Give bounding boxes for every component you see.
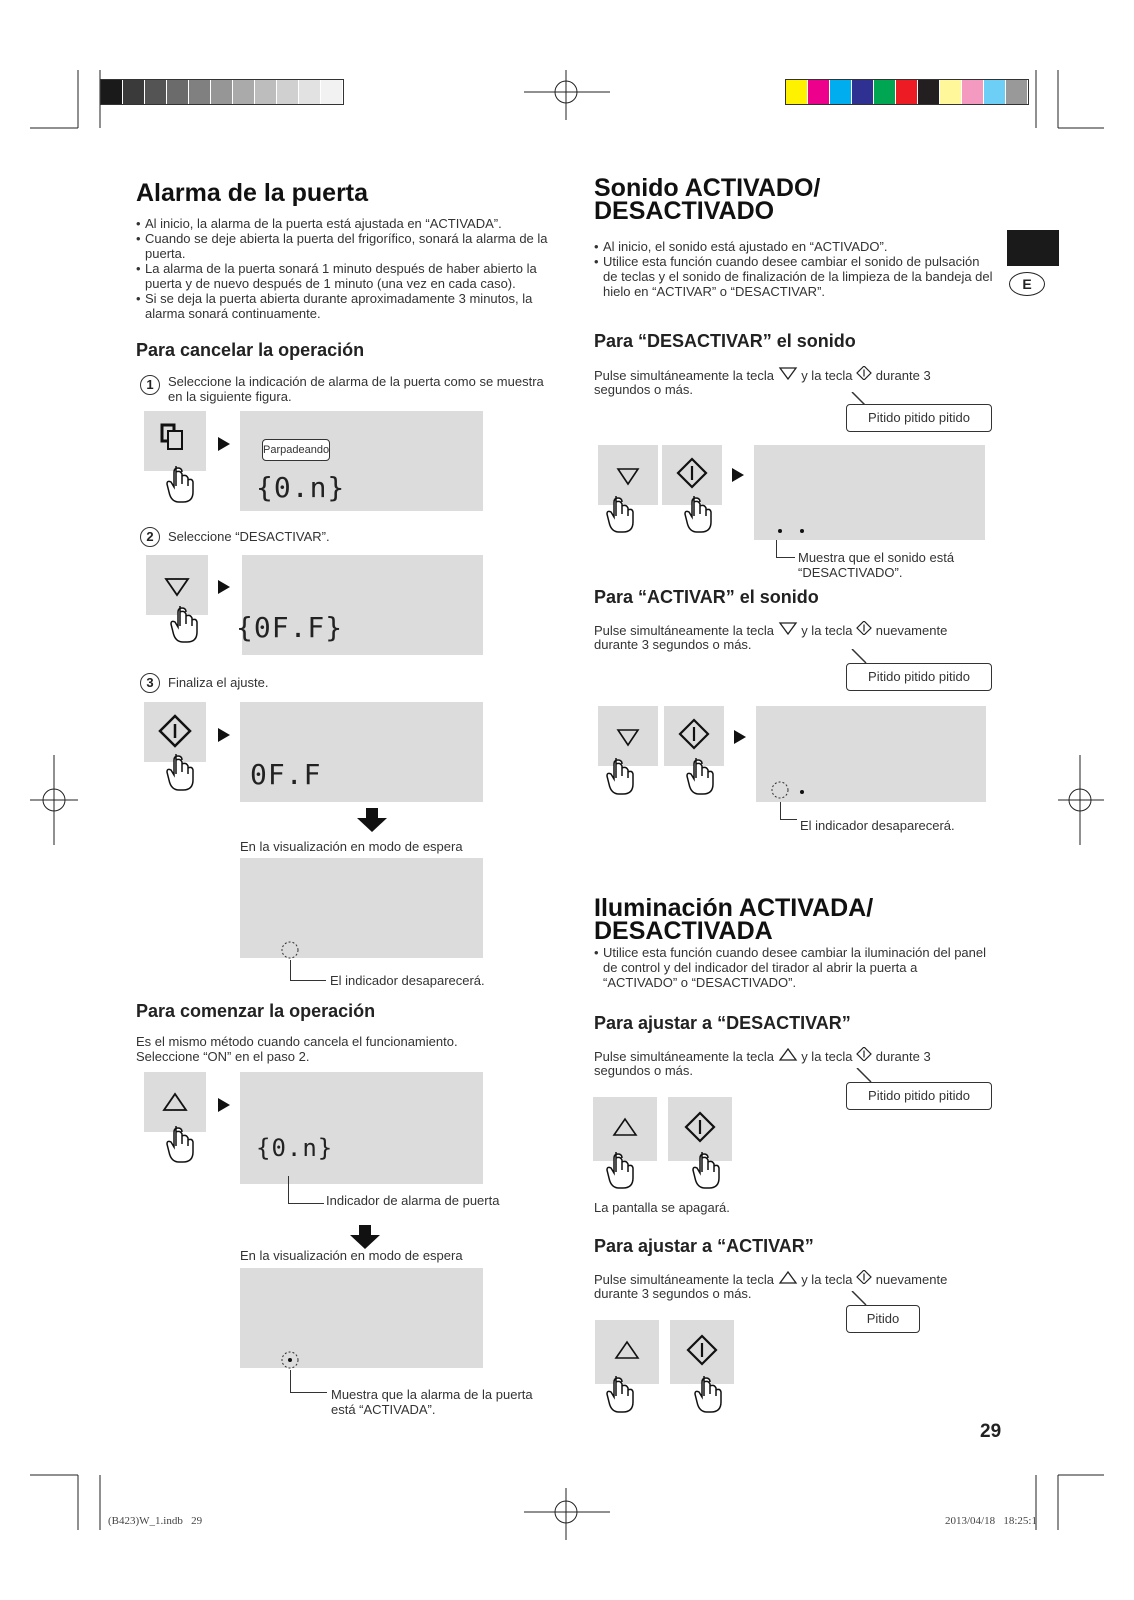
indicator-icon bbox=[280, 1350, 300, 1370]
standby-display bbox=[240, 858, 483, 958]
active-note-2: está “ACTIVADA”. bbox=[331, 1402, 436, 1417]
step-number: 1 bbox=[140, 375, 160, 395]
arrow-down-icon bbox=[350, 1225, 380, 1249]
bullet: • Si se deja la puerta abierta durante aproximadamente 3 minutos, la alarma sonará continuamente. bbox=[136, 291, 556, 321]
instr-text: Pulse simultáneamente la tecla bbox=[594, 623, 774, 638]
display-panel bbox=[754, 445, 985, 540]
leader-line bbox=[288, 1176, 324, 1204]
start-text-1: Es el mismo método cuando cancela el funcionamiento. bbox=[136, 1034, 458, 1049]
page-number: 29 bbox=[980, 1421, 1002, 1442]
step-number: 2 bbox=[140, 527, 160, 547]
color-swatch bbox=[277, 80, 299, 104]
sound-title-2: DESACTIVADO bbox=[594, 197, 775, 225]
display-panel bbox=[240, 1072, 483, 1184]
diamond-key-icon bbox=[856, 621, 872, 635]
bullet: • Al inicio, la alarma de la puerta está ajustada en “ACTIVADA”. bbox=[136, 216, 556, 231]
light-bullets bbox=[594, 945, 994, 990]
language-badge: E bbox=[1009, 272, 1045, 296]
step2-text: Seleccione “DESACTIVAR”. bbox=[168, 529, 330, 544]
beep-callout: Pitido bbox=[846, 1305, 920, 1333]
triangle-up-icon bbox=[778, 1047, 798, 1061]
indicator-dots bbox=[776, 527, 816, 535]
color-swatch bbox=[874, 80, 896, 104]
color-swatch bbox=[918, 80, 940, 104]
color-swatch bbox=[299, 80, 321, 104]
color-swatch bbox=[830, 80, 852, 104]
hand-icon bbox=[166, 464, 196, 504]
copy-icon bbox=[144, 411, 206, 471]
color-swatch bbox=[321, 80, 343, 104]
sound-off-note-2: “DESACTIVADO”. bbox=[798, 565, 903, 580]
hand-icon bbox=[170, 604, 200, 644]
instr-text: y la tecla bbox=[801, 1272, 853, 1287]
color-swatch bbox=[189, 80, 211, 104]
display-panel bbox=[756, 706, 986, 802]
triangle-down-icon bbox=[778, 621, 798, 635]
disappear-note: El indicador desaparecerá. bbox=[330, 973, 485, 988]
select-key[interactable] bbox=[144, 411, 206, 471]
light-title-2: DESACTIVADA bbox=[594, 917, 773, 945]
up-key[interactable] bbox=[144, 1072, 206, 1132]
bullet: • Utilice esta función cuando desee cambiar el sonido de pulsación de teclas y el sonido de finalización de la limpieza de la bandeja del hielo en “ACTIVAR” o “DESACTIVAR”. bbox=[594, 254, 994, 299]
color-swatch bbox=[145, 80, 167, 104]
active-note-1: Muestra que la alarma de la puerta bbox=[331, 1387, 533, 1402]
standby-label: En la visualización en modo de espera bbox=[240, 839, 463, 854]
color-swatch bbox=[940, 80, 962, 104]
hand-icon bbox=[606, 494, 636, 534]
instr-text: y la tecla bbox=[801, 368, 853, 383]
color-bar-left bbox=[100, 79, 344, 105]
color-bar-right bbox=[785, 79, 1029, 105]
light-off-instruction bbox=[594, 1047, 931, 1064]
arrow-right-icon bbox=[218, 728, 230, 742]
color-swatch bbox=[123, 80, 145, 104]
arrow-right-icon bbox=[734, 730, 746, 744]
instr-text: y la tecla bbox=[801, 623, 853, 638]
instr-text: nuevamente bbox=[875, 1272, 948, 1287]
light-on-instruction bbox=[594, 1270, 947, 1287]
color-swatch bbox=[786, 80, 808, 104]
arrow-right-icon bbox=[218, 1098, 230, 1112]
segment-display: {0.n} bbox=[256, 1134, 334, 1162]
hand-icon bbox=[692, 1150, 722, 1190]
color-swatch bbox=[808, 80, 830, 104]
cancel-heading: Para cancelar la operación bbox=[136, 340, 365, 360]
hand-icon bbox=[694, 1374, 724, 1414]
hand-icon bbox=[684, 494, 714, 534]
light-on-heading: Para ajustar a “ACTIVAR” bbox=[594, 1236, 814, 1256]
leader-line bbox=[780, 802, 797, 820]
door-alarm-bullets bbox=[136, 216, 556, 321]
bullet: • Al inicio, el sonido está ajustado en “ACTIVADO”. bbox=[594, 239, 994, 254]
segment-display: {0.n} bbox=[256, 471, 346, 504]
instr-text: Pulse simultáneamente la tecla bbox=[594, 1049, 774, 1064]
triangle-up-icon bbox=[778, 1270, 798, 1284]
disappear-note: El indicador desaparecerá. bbox=[800, 818, 955, 833]
door-alarm-title: Alarma de la puerta bbox=[136, 179, 369, 207]
blinking-callout: Parpadeando bbox=[262, 439, 330, 461]
instr-text: Pulse simultáneamente la tecla bbox=[594, 368, 774, 383]
instr-text: segundos o más. bbox=[594, 1063, 694, 1078]
instr-text: durante 3 segundos o más. bbox=[594, 637, 752, 652]
color-swatch bbox=[255, 80, 277, 104]
instr-text: y la tecla bbox=[801, 1049, 853, 1064]
bullet: • La alarma de la puerta sonará 1 minuto después de haber abierto la puerta y de nuevo después de 1 minuto (una vez en cada caso). bbox=[136, 261, 556, 291]
sound-off-note-1: Muestra que el sonido está bbox=[798, 550, 955, 565]
instr-text: Pulse simultáneamente la tecla bbox=[594, 1272, 774, 1287]
display-panel bbox=[240, 702, 483, 802]
color-swatch bbox=[1006, 80, 1028, 104]
language-tab bbox=[1007, 230, 1059, 266]
sound-title-1: Sonido ACTIVADO/ bbox=[594, 174, 821, 202]
triangle-up-icon bbox=[144, 1072, 206, 1132]
arrow-right-icon bbox=[218, 580, 230, 594]
diamond-key-icon bbox=[856, 1270, 872, 1284]
beep-callout: Pitido pitido pitido bbox=[846, 1082, 992, 1110]
leader-line bbox=[290, 1370, 327, 1393]
sound-on-heading: Para “ACTIVAR” el sonido bbox=[594, 587, 819, 607]
color-swatch bbox=[896, 80, 918, 104]
instr-text: durante 3 bbox=[875, 1049, 931, 1064]
color-swatch bbox=[101, 80, 123, 104]
beep-callout: Pitido pitido pitido bbox=[846, 663, 992, 691]
instr-text: segundos o más. bbox=[594, 382, 694, 397]
sound-off-heading: Para “DESACTIVAR” el sonido bbox=[594, 331, 856, 351]
color-swatch bbox=[167, 80, 189, 104]
display-panel bbox=[236, 555, 483, 655]
sound-on-instruction bbox=[594, 621, 947, 638]
arrow-right-icon bbox=[218, 437, 230, 451]
hand-icon bbox=[166, 752, 196, 792]
standby-label: En la visualización en modo de espera bbox=[240, 1248, 463, 1263]
hand-icon bbox=[606, 1374, 636, 1414]
footer-right: 2013/04/18 18:25:1 bbox=[945, 1515, 1037, 1527]
diamond-key-icon bbox=[856, 1047, 872, 1061]
light-off-heading: Para ajustar a “DESACTIVAR” bbox=[594, 1013, 851, 1033]
leader-line bbox=[290, 960, 326, 981]
hand-icon bbox=[606, 756, 636, 796]
color-swatch bbox=[984, 80, 1006, 104]
instr-text: durante 3 segundos o más. bbox=[594, 1286, 752, 1301]
indicator-icon bbox=[280, 940, 300, 960]
diamond-key-icon bbox=[856, 366, 872, 380]
step3-text: Finaliza el ajuste. bbox=[168, 675, 269, 690]
display-panel bbox=[240, 411, 483, 511]
leader-line bbox=[776, 540, 795, 558]
bullet: • Cuando se deje abierta la puerta del frigorífico, sonará la alarma de la puerta. bbox=[136, 231, 556, 261]
hand-icon bbox=[166, 1124, 196, 1164]
color-swatch bbox=[211, 80, 233, 104]
screen-off-note: La pantalla se apagará. bbox=[594, 1200, 730, 1215]
beep-callout: Pitido pitido pitido bbox=[846, 404, 992, 432]
triangle-down-icon bbox=[778, 366, 798, 380]
instr-text: nuevamente bbox=[875, 623, 948, 638]
step1-text: Seleccione la indicación de alarma de la puerta como se muestra en la siguiente figura. bbox=[168, 374, 544, 404]
start-heading: Para comenzar la operación bbox=[136, 1001, 376, 1021]
color-swatch bbox=[852, 80, 874, 104]
door-indicator-note: Indicador de alarma de puerta bbox=[326, 1193, 500, 1208]
sound-off-instruction bbox=[594, 366, 931, 383]
instr-text: durante 3 bbox=[875, 368, 931, 383]
indicator-icon bbox=[770, 780, 810, 800]
step-number: 3 bbox=[140, 673, 160, 693]
footer-left: (B423)W_1.indb 29 bbox=[108, 1515, 203, 1527]
arrow-down-icon bbox=[357, 808, 387, 832]
sound-bullets bbox=[594, 239, 994, 299]
hand-icon bbox=[606, 1150, 636, 1190]
color-swatch bbox=[233, 80, 255, 104]
segment-display: {0F.F} bbox=[236, 611, 344, 644]
hand-icon bbox=[686, 756, 716, 796]
start-text-2: Seleccione “ON” en el paso 2. bbox=[136, 1049, 310, 1064]
segment-display: 0F.F bbox=[250, 758, 322, 791]
color-swatch bbox=[962, 80, 984, 104]
arrow-right-icon bbox=[732, 468, 744, 482]
bullet: • Utilice esta función cuando desee cambiar la iluminación del panel de control y del indicador del tirador al abrir la puerta a “ACTIVADO” o “DESACTIVADO”. bbox=[594, 945, 994, 990]
standby-display bbox=[240, 1268, 483, 1368]
light-title-1: Iluminación ACTIVADA/ bbox=[594, 894, 874, 922]
